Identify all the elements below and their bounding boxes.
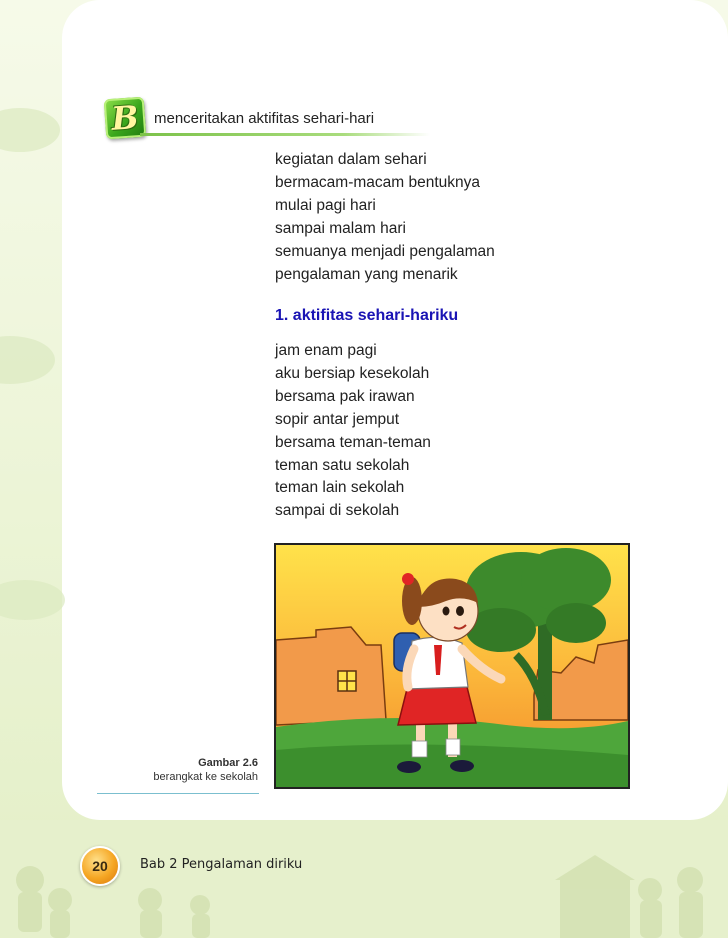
figure-label: Gambar 2.6 — [198, 757, 258, 769]
caption-divider — [97, 793, 259, 794]
poem-line: sampai di sekolah — [275, 502, 400, 520]
poem-line: teman satu sekolah — [275, 456, 410, 474]
poem-line: bersama pak irawan — [275, 387, 415, 405]
poem-line: bersama teman-teman — [275, 433, 431, 451]
subsection-poem — [275, 340, 431, 523]
poem-line: jam enam pagi — [275, 342, 377, 359]
poem-line: teman lain sekolah — [275, 479, 405, 497]
poem-line: sopir antar jemput — [275, 410, 400, 428]
poem-line: pengalaman yang menarik — [275, 265, 458, 283]
figure-caption-text: berangkat ke sekolah — [153, 771, 258, 783]
poem-line: semuanya menjadi pengalaman — [275, 242, 495, 260]
poem-line: bermacam-macam bentuknya — [275, 173, 481, 191]
poem-line: sampai malam hari — [275, 219, 406, 237]
section-title-underline — [140, 133, 430, 136]
section-badge-letter: B — [110, 98, 140, 138]
subsection-heading: 1. aktifitas sehari-hariku — [275, 307, 459, 324]
poem-line: aku bersiap kesekolah — [275, 364, 430, 382]
intro-poem — [275, 149, 495, 286]
poem-line: kegiatan dalam sehari — [275, 151, 427, 168]
figure-illustration — [274, 543, 630, 789]
poem-line: mulai pagi hari — [275, 196, 376, 214]
figure-caption — [100, 757, 258, 783]
section-title: menceritakan aktifitas sehari-hari — [154, 110, 375, 127]
section-header — [100, 95, 430, 145]
girl-walking-to-school-image — [276, 545, 628, 787]
running-footer: Bab 2 Pengalaman diriku — [140, 857, 303, 872]
page-number: 20 — [80, 846, 120, 886]
